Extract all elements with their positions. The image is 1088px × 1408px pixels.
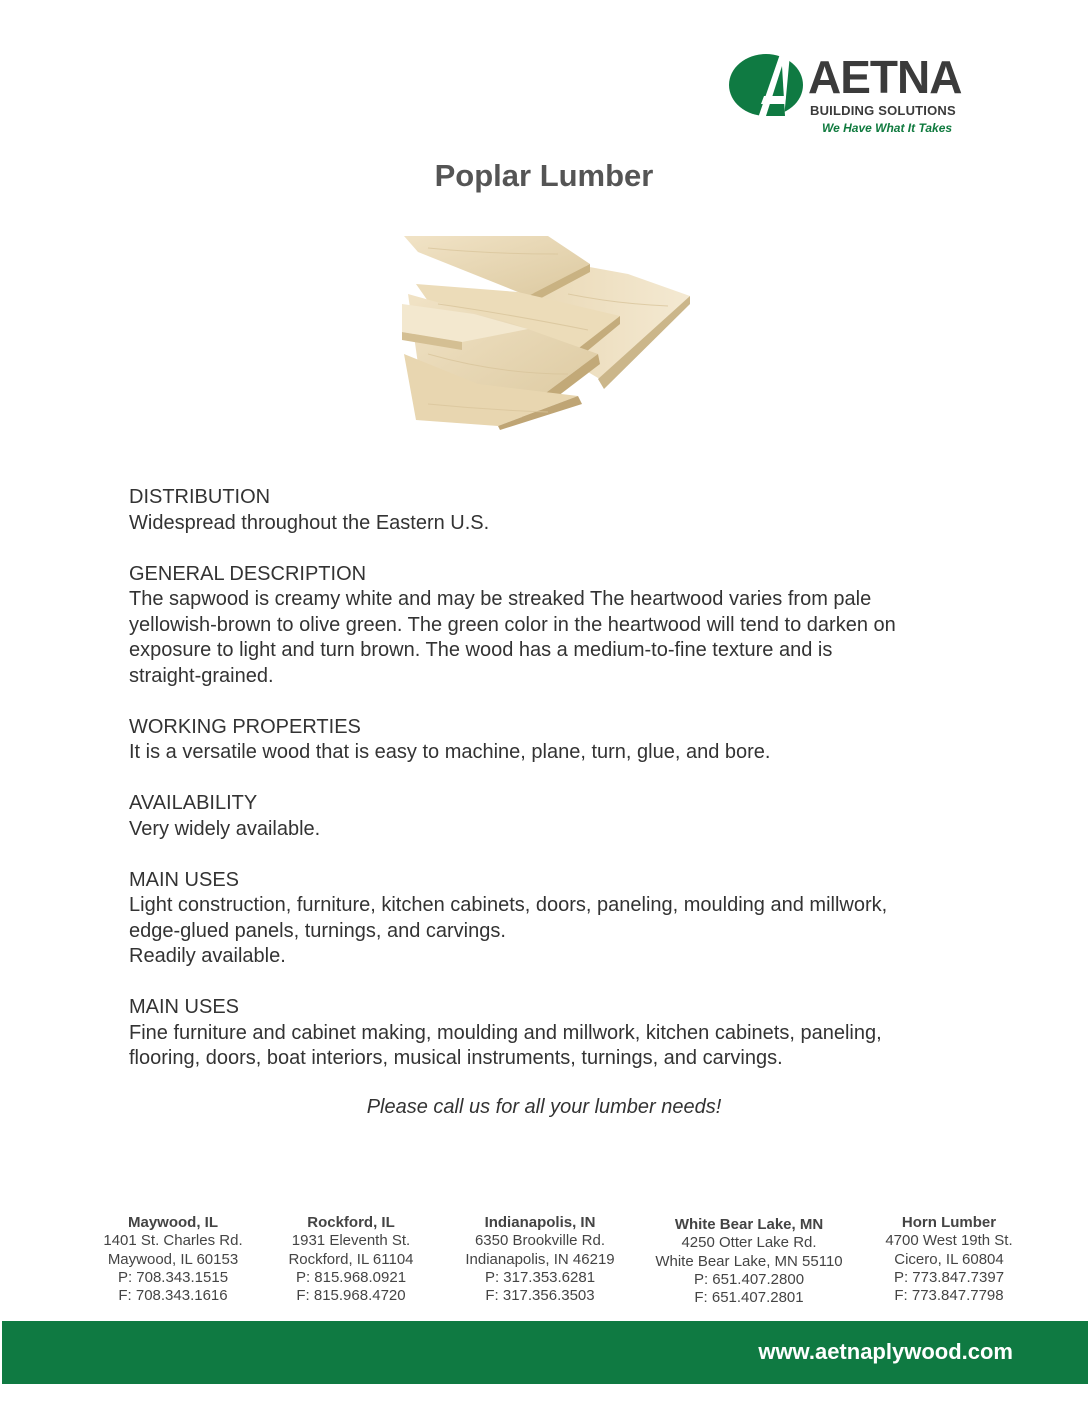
section-text: Light construction, furniture, kitchen cabinets, doors, paneling, moulding and millwork, edge-glued panels, turnings, and carvings. Readily available.: [129, 894, 888, 967]
page-title: Poplar Lumber: [434, 158, 654, 193]
section-general-description: [129, 562, 989, 690]
location-phone: P: 708.343.1515: [117, 1268, 229, 1286]
location-name: White Bear Lake, MN: [674, 1216, 824, 1233]
location-fax: F: 815.968.4720: [296, 1287, 406, 1305]
location-street: 4700 West 19th St.: [885, 1232, 1013, 1250]
location-street: 1931 Eleventh St.: [291, 1232, 411, 1250]
location-city: Maywood, IL 60153: [107, 1250, 239, 1268]
section-main-uses-2: [129, 995, 989, 1072]
section-heading: DISTRIBUTION: [129, 486, 271, 508]
location-city: White Bear Lake, MN 55110: [655, 1252, 843, 1270]
section-text: It is a versatile wood that is easy to machine, plane, turn, glue, and bore.: [129, 741, 771, 763]
location-name: Rockford, IL: [307, 1214, 395, 1231]
section-text: The sapwood is creamy white and may be streaked The heartwood varies from pale yellowish-brown to olive green. The green color in the heartwood will tend to darken on exposure to light and turn brown. The wood has a medium-to-fine texture and is straight-grained.: [129, 588, 896, 687]
location-street: 6350 Brookville Rd.: [474, 1232, 606, 1250]
section-distribution: [129, 485, 989, 536]
section-main-uses: [129, 868, 989, 970]
location-city: Cicero, IL 60804: [894, 1250, 1004, 1268]
section-text: Widespread throughout the Eastern U.S.: [129, 511, 490, 534]
location-phone: P: 773.847.7397: [893, 1268, 1005, 1286]
call-to-action: Please call us for all your lumber needs!: [366, 1096, 722, 1118]
location-maywood: [78, 1214, 268, 1305]
location-rockford: [256, 1214, 446, 1305]
location-phone: P: 651.407.2800: [693, 1270, 805, 1288]
section-availability: [129, 791, 989, 842]
section-heading: GENERAL DESCRIPTION: [129, 562, 367, 585]
location-horn-lumber: [854, 1214, 1044, 1305]
logo-wordmark: AETNA: [808, 51, 962, 103]
location-name: Maywood, IL: [128, 1214, 218, 1231]
location-indianapolis: [445, 1214, 635, 1305]
footer-bar: [2, 1321, 1088, 1384]
location-fax: F: 317.356.3503: [485, 1287, 595, 1305]
location-name: Indianapolis, IN: [484, 1214, 596, 1231]
location-phone: P: 317.353.6281: [484, 1268, 596, 1286]
section-heading: WORKING PROPERTIES: [129, 715, 361, 738]
location-city: Indianapolis, IN 46219: [465, 1250, 615, 1268]
lumber-photo: [398, 234, 694, 430]
location-white-bear-lake: [638, 1216, 860, 1307]
locations-list: [78, 1214, 1038, 1310]
location-fax: F: 708.343.1616: [118, 1287, 228, 1305]
section-text: Fine furniture and cabinet making, moulding and millwork, kitchen cabinets, paneling, flooring, doors, boat interiors, musical instruments, turnings, and carvings.: [129, 1021, 882, 1069]
location-street: 4250 Otter Lake Rd.: [681, 1234, 817, 1252]
location-street: 1401 St. Charles Rd.: [103, 1232, 243, 1250]
location-name: Horn Lumber: [901, 1214, 997, 1231]
website-link[interactable]: www.aetnaplywood.com: [758, 1339, 1013, 1364]
document-body: [129, 485, 989, 1097]
logo-subtitle: BUILDING SOLUTIONS: [810, 103, 956, 118]
aetna-a-mark-icon: [728, 52, 808, 118]
section-heading: MAIN USES: [129, 868, 240, 891]
section-heading: AVAILABILITY: [129, 792, 258, 814]
section-text: Very widely available.: [129, 817, 321, 840]
location-phone: P: 815.968.0921: [295, 1268, 407, 1286]
section-working-properties: [129, 715, 989, 766]
section-heading: MAIN USES: [129, 996, 240, 1018]
company-logo: [728, 52, 968, 138]
location-fax: F: 651.407.2801: [694, 1289, 804, 1307]
logo-tagline: We Have What It Takes: [822, 121, 953, 135]
location-city: Rockford, IL 61104: [288, 1250, 414, 1268]
location-fax: F: 773.847.7798: [894, 1287, 1004, 1305]
